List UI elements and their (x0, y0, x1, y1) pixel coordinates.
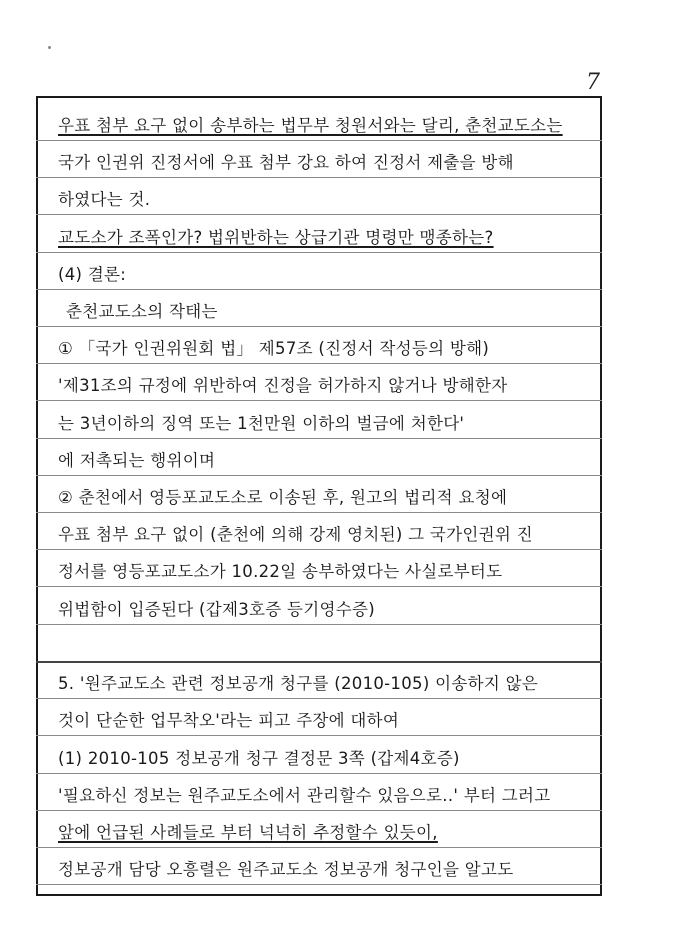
text-line: 우표 첨부 요구 없이 (춘천에 의해 강제 영치된) 그 국가인권위 진 (58, 525, 533, 544)
ruled-line (36, 847, 602, 848)
page-number: 7 (586, 70, 600, 95)
ruled-line (36, 884, 602, 885)
text-line: 정서를 영등포교도소가 10.22일 송부하였다는 사실로부터도 (58, 562, 503, 581)
ruled-line (36, 586, 602, 587)
ruled-line (36, 326, 602, 327)
ruled-line (36, 140, 602, 141)
ruled-line (36, 549, 602, 550)
ruled-line (36, 624, 602, 625)
text-line: 국가 인권위 진정서에 우표 첨부 강요 하여 진정서 제출을 방해 (58, 153, 514, 172)
text-line: 하였다는 것. (58, 190, 151, 209)
ruled-line (36, 252, 602, 253)
text-line: 정보공개 담당 오흥렬은 원주교도소 정보공개 청구인을 알고도 (58, 860, 514, 879)
ruled-line (36, 177, 602, 178)
text-line: 위법함이 입증된다 (갑제3호증 등기영수증) (58, 600, 375, 619)
text-line: 앞에 언급된 사례들로 부터 넉넉히 추정할수 있듯이, (58, 823, 438, 842)
text-line: '제31조의 규정에 위반하여 진정을 허가하지 않거나 방해한자 (58, 376, 508, 395)
ruled-line (36, 289, 602, 290)
ruled-line (36, 512, 602, 513)
ruled-line (36, 661, 602, 663)
ruled-line (36, 698, 602, 699)
text-line: '필요하신 정보는 원주교도소에서 관리할수 있음으로..' 부터 그러고 (58, 786, 551, 805)
text-line: ② 춘천에서 영등포교도소로 이송된 후, 원고의 법리적 요청에 (58, 488, 508, 507)
text-line: 에 저촉되는 행위이며 (58, 451, 216, 470)
text-line: 5. '원주교도소 관련 정보공개 청구를 (2010-105) 이송하지 않은 (58, 674, 539, 693)
ruled-line (36, 735, 602, 736)
ruled-line (36, 438, 602, 439)
text-line: 것이 단순한 업무착오'라는 피고 주장에 대하여 (58, 711, 400, 730)
ruled-line (36, 773, 602, 774)
text-line: (1) 2010-105 정보공개 청구 결정문 3쪽 (갑제4호증) (58, 749, 460, 768)
ruled-line (36, 810, 602, 811)
ruled-line (36, 363, 602, 364)
stray-mark (48, 46, 51, 49)
text-line: 춘천교도소의 작태는 (66, 302, 218, 321)
ruled-line (36, 475, 602, 476)
text-line: 우표 첨부 요구 없이 송부하는 법무부 청원서와는 달리, 춘천교도소는 (58, 116, 563, 135)
ruled-line (36, 214, 602, 215)
text-line: (4) 결론: (58, 265, 127, 284)
text-line: 는 3년이하의 징역 또는 1천만원 이하의 벌금에 처한다' (58, 414, 465, 433)
text-line: ① 「국가 인권위원회 법」 제57조 (진정서 작성등의 방해) (58, 339, 490, 358)
ruled-line (36, 400, 602, 401)
text-line: 교도소가 조폭인가? 법위반하는 상급기관 명령만 맹종하는? (58, 228, 494, 247)
